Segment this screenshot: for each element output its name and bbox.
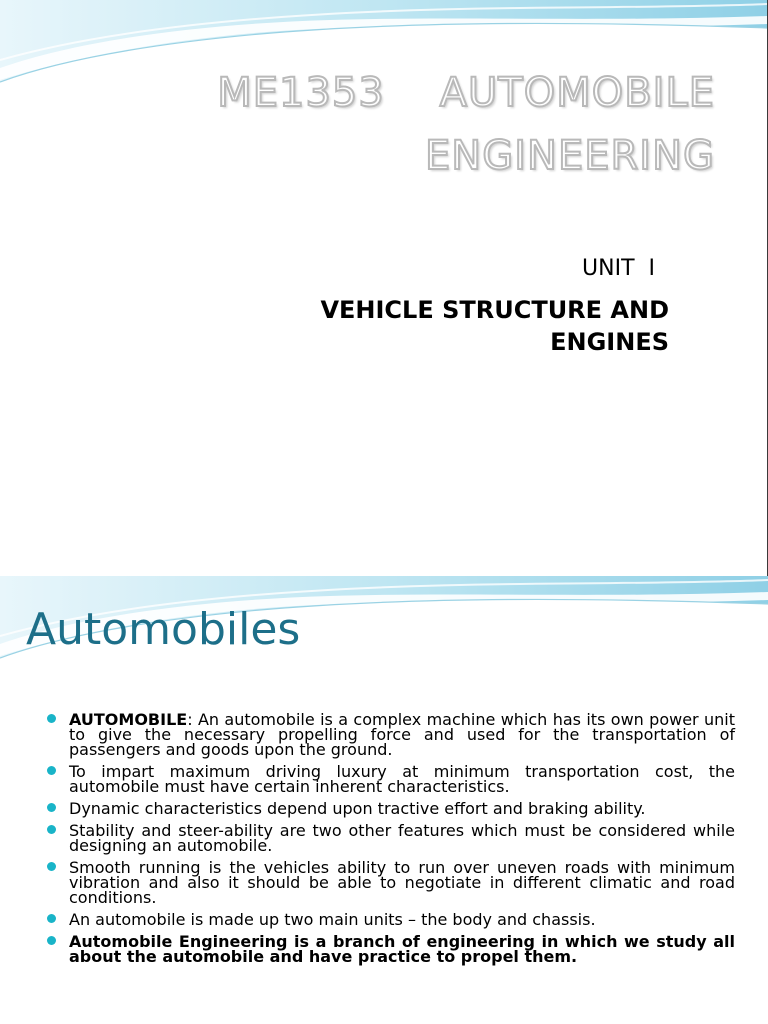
bullet-icon — [47, 766, 56, 775]
bullet-text: Stability and steer-ability are two other features which must be considered while designing an automobile. — [69, 821, 735, 855]
bullet-icon — [47, 825, 56, 834]
list-item — [46, 912, 735, 927]
bullet-text: Dynamic characteristics depend upon tractive effort and braking ability. — [69, 799, 646, 818]
bullet-text: To impart maximum driving luxury at minimum transportation cost, the automobile must have certain inherent characteristics. — [69, 762, 735, 796]
bullet-text: An automobile is made up two main units – the body and chassis. — [69, 910, 596, 929]
list-item — [46, 764, 735, 794]
bullet-bold-text: Automobile Engineering is a branch of engineering in which we study all about the automobile and have practice to propel them. — [69, 932, 735, 966]
slide-title: Automobiles — [26, 604, 301, 655]
subtitle-line-1: VEHICLE STRUCTURE AND — [320, 296, 669, 324]
presentation-title — [15, 62, 715, 188]
title-line-2: ENGINEERING — [425, 133, 715, 179]
unit-label: UNIT I — [582, 256, 655, 281]
list-item — [46, 860, 735, 905]
title-line-1: ME1353 AUTOMOBILE — [217, 70, 715, 116]
bullet-icon — [47, 914, 56, 923]
list-item — [46, 823, 735, 853]
list-item — [46, 934, 735, 964]
list-item — [46, 712, 735, 757]
bullet-icon — [47, 862, 56, 871]
bullet-text: Smooth running is the vehicles ability to run over uneven roads with minimum vibration and also it should be able to negotiate in different climatic and road conditions. — [69, 858, 735, 907]
bullet-bold-text: AUTOMOBILE — [69, 710, 188, 729]
bullet-icon — [47, 714, 56, 723]
slide-subtitle — [209, 294, 669, 358]
bullet-icon — [47, 936, 56, 945]
bullet-text: : An automobile is a complex machine which has its own power unit to give the necessary propelling force and used for the transportation of passengers and goods upon the ground. — [69, 710, 735, 759]
bullet-icon — [47, 803, 56, 812]
content-slide — [0, 576, 768, 1024]
subtitle-line-2: ENGINES — [550, 328, 669, 356]
list-item — [46, 801, 735, 816]
bullet-list — [46, 712, 735, 971]
